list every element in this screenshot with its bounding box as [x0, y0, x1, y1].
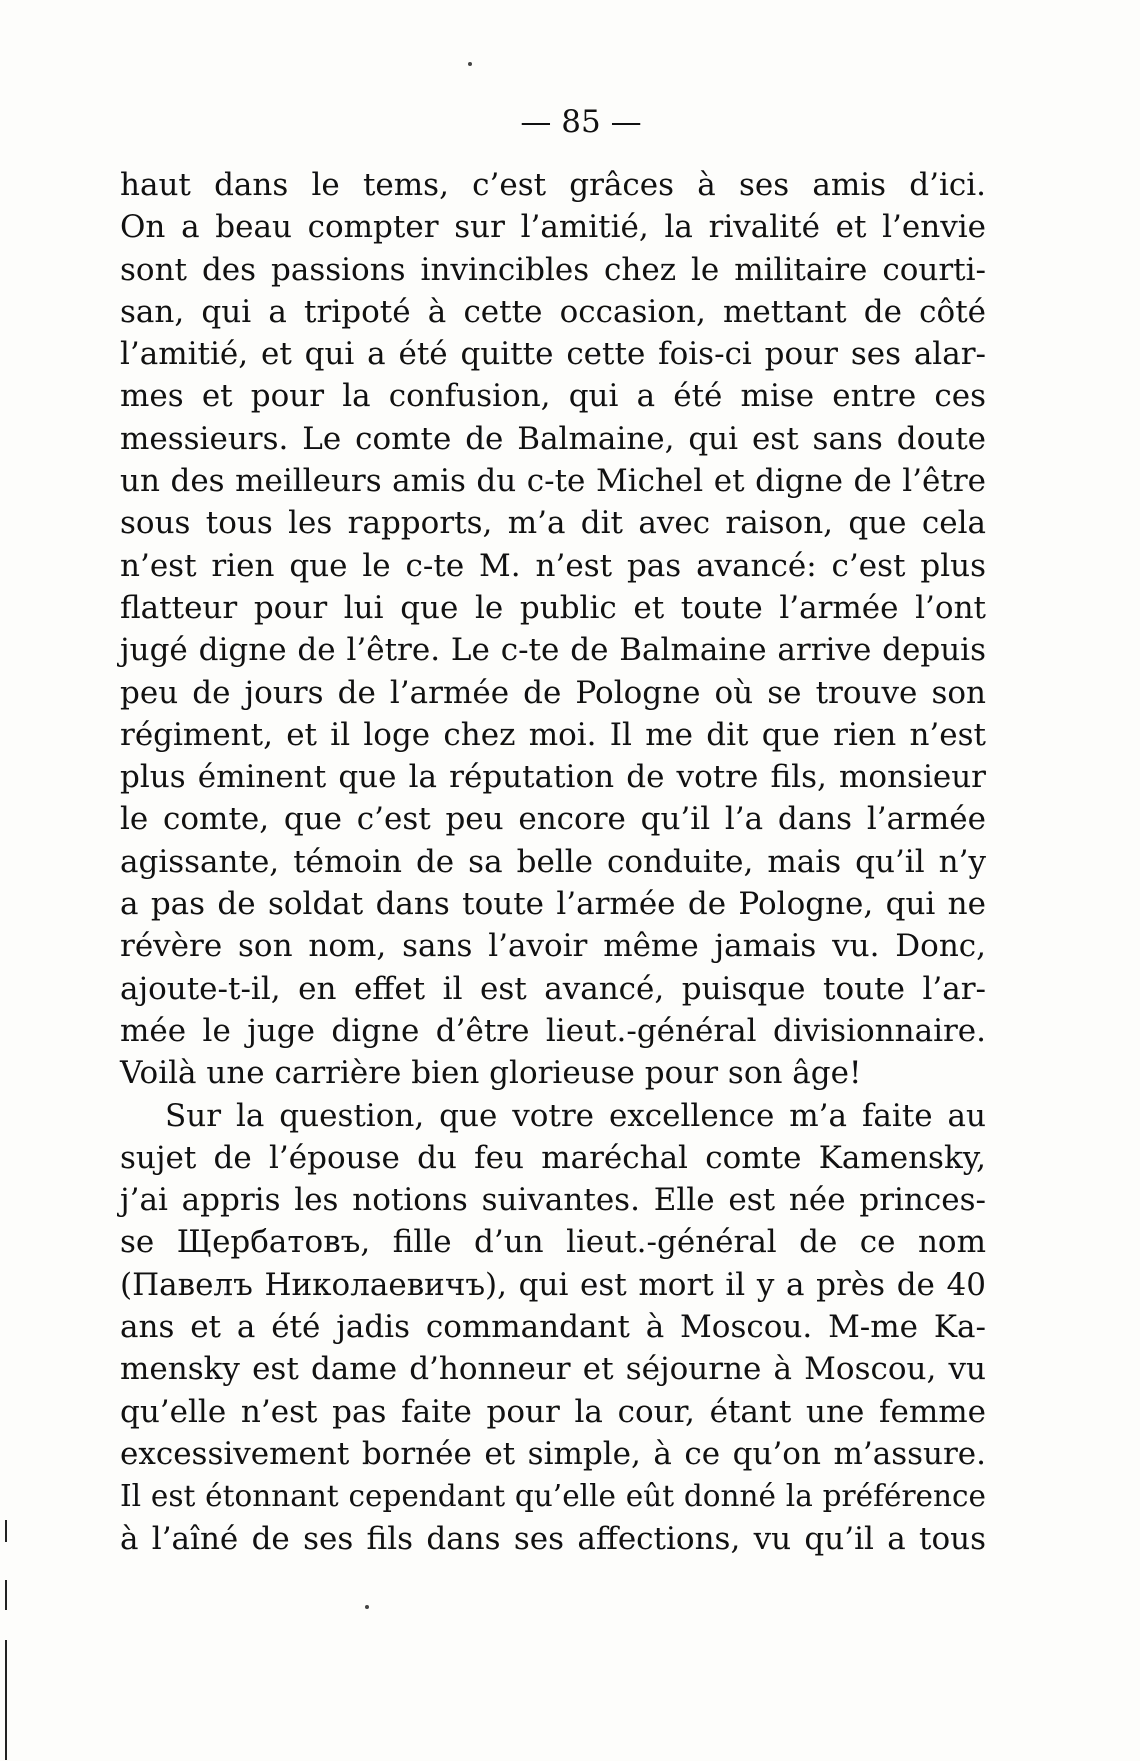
- text-line: Voilà une carrière bien glorieuse pour son âge!: [120, 1055, 862, 1092]
- body-text: [120, 164, 986, 1560]
- text-line: Il est étonnant cependant qu’elle eût donné la préférence: [120, 1479, 986, 1514]
- text-line: Sur la question, que votre excellence m’a faite au: [165, 1097, 986, 1134]
- text-line: messieurs. Le comte de Balmaine, qui est sans doute: [120, 420, 986, 457]
- page-number: — 85 —: [520, 104, 642, 140]
- text-line: plus éminent que la réputation de votre fils, monsieur: [120, 759, 986, 796]
- text-line: sujet de l’épouse du feu maréchal comte Kamensky,: [120, 1139, 986, 1176]
- text-line: ans et a été jadis commandant à Moscou. M-me Ka-: [120, 1309, 986, 1346]
- text-line: n’est rien que le c-te M. n’est pas avancé: c’est plus: [120, 547, 986, 584]
- text-line: peu de jours de l’armée de Pologne où se trouve son: [120, 674, 986, 711]
- scan-edge-mark: [5, 1640, 7, 1760]
- text-line: le comte, que c’est peu encore qu’il l’a dans l’armée: [120, 801, 986, 838]
- text-line: ajoute-t-il, en effet il est avancé, puisque toute l’ar-: [120, 970, 986, 1007]
- text-line: mensky est dame d’honneur et séjourne à Moscou, vu: [120, 1351, 986, 1388]
- text-line: a pas de soldat dans toute l’armée de Pologne, qui ne: [120, 886, 986, 923]
- text-line: haut dans le tems, c’est grâces à ses amis d’ici.: [120, 167, 986, 203]
- scan-speck: [468, 62, 472, 66]
- text-line: jugé digne de l’être. Le c-te de Balmaine arrive depuis: [120, 632, 986, 669]
- text-line: l’amitié, et qui a été quitte cette fois-ci pour ses alar-: [120, 336, 986, 373]
- text-line: sont des passions invincibles chez le militaire courti-: [120, 251, 986, 288]
- text-line: flatteur pour lui que le public et toute l’armée l’ont: [120, 589, 986, 626]
- scan-edge-mark: [5, 1580, 7, 1610]
- text-line: sous tous les rapports, m’a dit avec raison, que cela: [120, 505, 986, 542]
- text-line: révère son nom, sans l’avoir même jamais vu. Donc,: [120, 928, 986, 965]
- scan-edge-mark: [5, 1520, 7, 1542]
- text-line: san, qui a tripoté à cette occasion, mettant de côté: [120, 293, 986, 330]
- text-line: se Щербатовъ, fille d’un lieut.-général de ce nom: [120, 1224, 986, 1261]
- text-line: un des meilleurs amis du c-te Michel et digne de l’être: [120, 463, 986, 500]
- text-line: mée le juge digne d’être lieut.-général divisionnaire.: [120, 1012, 986, 1049]
- text-line: mes et pour la confusion, qui a été mise entre ces: [120, 378, 986, 415]
- text-line: On a beau compter sur l’amitié, la rivalité et l’envie: [120, 209, 986, 246]
- text-line: à l’aîné de ses fils dans ses affections, vu qu’il a tous: [120, 1520, 986, 1557]
- text-line: (Павелъ Николаевичъ), qui est mort il y a près de 40: [120, 1266, 986, 1303]
- text-line: qu’elle n’est pas faite pour la cour, étant une femme: [120, 1393, 986, 1430]
- scan-speck: [365, 1605, 369, 1609]
- text-line: excessivement bornée et simple, à ce qu’on m’assure.: [120, 1435, 986, 1472]
- text-line: agissante, témoin de sa belle conduite, mais qu’il n’y: [120, 843, 986, 880]
- text-line: j’ai appris les notions suivantes. Elle est née princes-: [120, 1182, 986, 1219]
- text-line: régiment, et il loge chez moi. Il me dit que rien n’est: [120, 716, 986, 753]
